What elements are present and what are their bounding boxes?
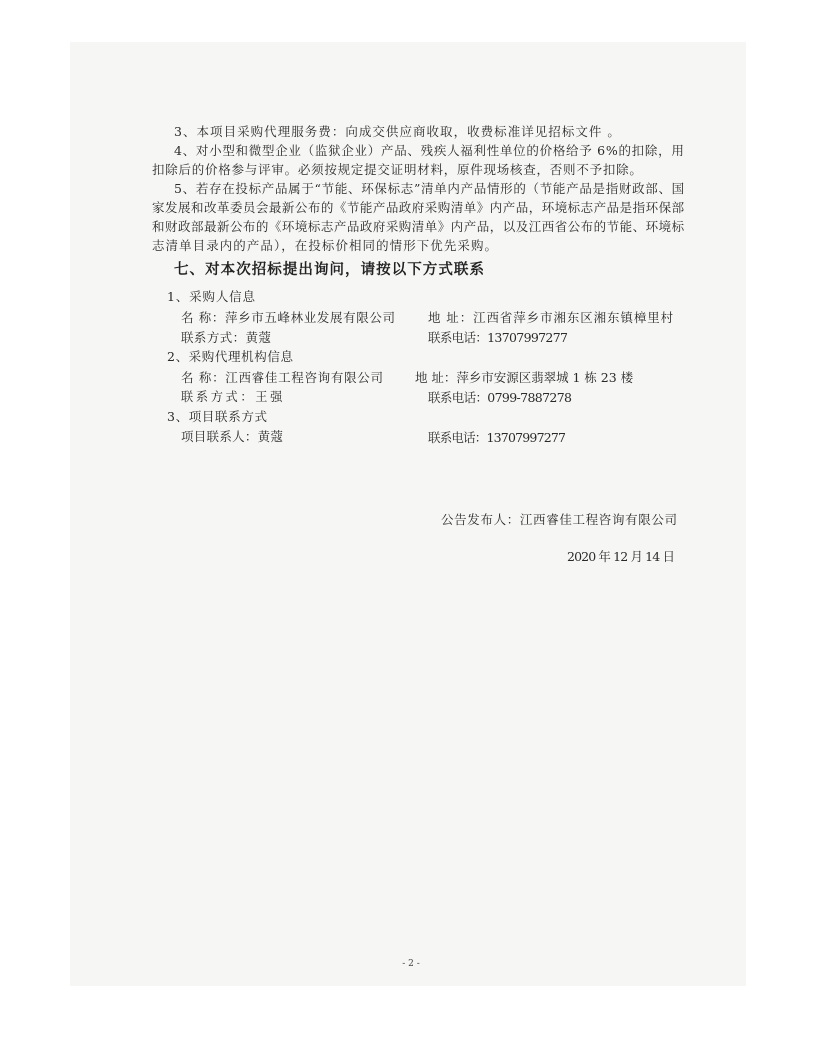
note-5-line-2: 家发展和改革委员会最新公布的《节能产品政府采购清单》内产品，环境标志产品是指环保部	[152, 200, 685, 215]
agency-contact: 联系方式：王强	[181, 389, 285, 404]
publisher: 公告发布人：江西睿佳工程咨询有限公司	[441, 512, 678, 527]
note-5-line-3: 和财政部最新公布的《环境标志产品政府采购清单》内产品，以及江西省公布的节能、环境标	[152, 219, 685, 234]
purchaser-name: 名 称：萍乡市五峰林业发展有限公司	[181, 310, 396, 325]
note-4-line-1: 4、对小型和微型企业（监狱企业）产品、残疾人福利性单位的价格给予 6%的扣除，用	[174, 143, 685, 158]
page-number: - 2 -	[402, 959, 420, 969]
section-heading: 七、对本次招标提出询问，请按以下方式联系	[174, 262, 485, 278]
note-5-line-1: 5、若存在投标产品属于“节能、环保标志”清单内产品情形的（节能产品是指财政部、国	[174, 181, 685, 196]
agency-address: 地 址：萍乡市安源区翡翠城 1 栋 23 楼	[415, 370, 634, 385]
note-5-line-4: 志清单目录内的产品），在投标价相同的情形下优先采购。	[152, 238, 499, 253]
project-heading: 3、项目联系方式	[167, 409, 268, 424]
date: 2020 年 12 月 14 日	[567, 549, 675, 564]
agency-phone: 联系电话：0799-7887278	[428, 390, 572, 405]
note-4-line-2: 扣除后的价格参与评审。必须按规定提交证明材料，原件现场核查，否则不予扣除。	[152, 162, 643, 177]
note-3: 3、本项目采购代理服务费：向成交供应商收取，收费标准详见招标文件 。	[174, 124, 621, 139]
agency-heading: 2、采购代理机构信息	[167, 349, 294, 364]
project-contact: 项目联系人：黄蔻	[181, 429, 284, 444]
project-phone: 联系电话：13707997277	[428, 430, 566, 445]
agency-name: 名 称：江西睿佳工程咨询有限公司	[181, 370, 384, 385]
purchaser-contact: 联系方式：黄蔻	[181, 330, 272, 345]
purchaser-heading: 1、采购人信息	[167, 289, 256, 304]
purchaser-phone: 联系电话：13707997277	[428, 330, 568, 345]
purchaser-address: 地 址：江西省萍乡市湘东区湘东镇樟里村	[428, 310, 675, 325]
